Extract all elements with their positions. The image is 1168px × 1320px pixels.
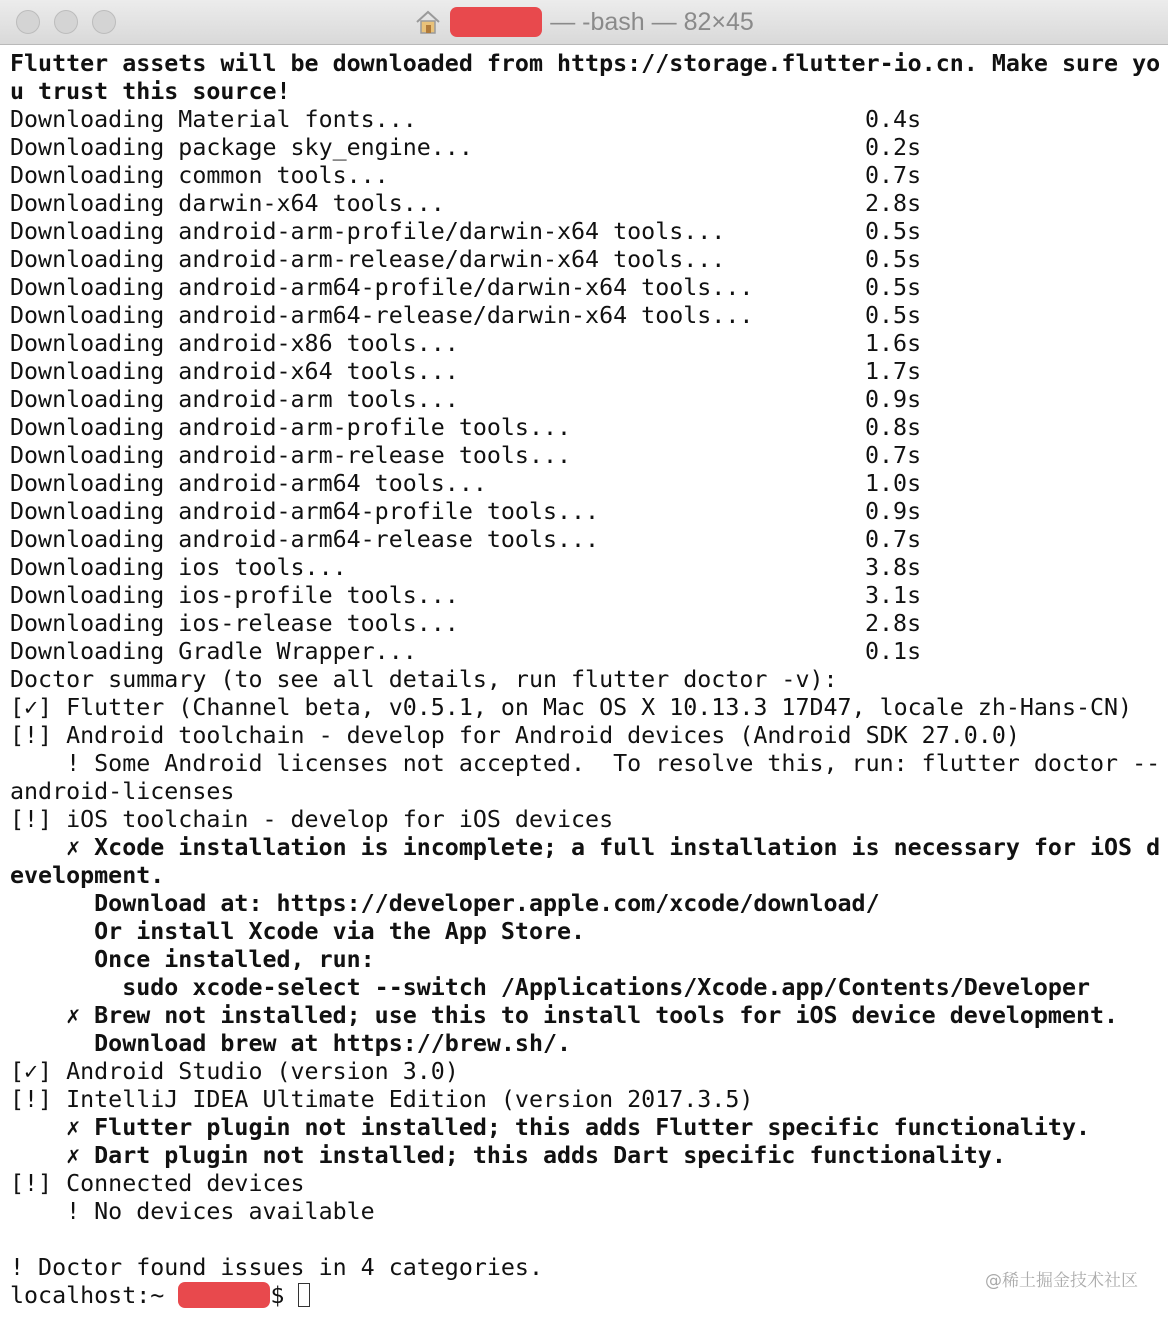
doctor-line: [!] IntelliJ IDEA Ultimate Edition (version 2017.3.5): [10, 1086, 754, 1113]
download-time: 0.5s: [865, 246, 922, 273]
download-row: [10, 358, 1160, 386]
download-task: Downloading package sky_engine...: [10, 134, 473, 161]
download-time: 3.1s: [865, 582, 922, 609]
download-task: Downloading Material fonts...: [10, 106, 417, 133]
download-task: Downloading android-arm64-release tools...: [10, 526, 600, 553]
download-row: [10, 330, 1160, 358]
doctor-line: Or install Xcode via the App Store.: [10, 918, 586, 945]
download-time: 1.6s: [865, 330, 922, 357]
download-row: [10, 414, 1160, 442]
doctor-line: android-licenses: [10, 778, 235, 805]
download-time: 0.1s: [865, 638, 922, 665]
download-time: 2.8s: [865, 190, 922, 217]
window-title-text: — -bash — 82×45: [550, 7, 754, 36]
download-time: 1.0s: [865, 470, 922, 497]
download-task: Downloading Gradle Wrapper...: [10, 638, 417, 665]
download-row: [10, 134, 1160, 162]
download-row: [10, 218, 1160, 246]
download-row: [10, 610, 1160, 638]
doctor-line: evelopment.: [10, 862, 165, 889]
download-row: [10, 302, 1160, 330]
download-task: Downloading android-arm tools...: [10, 386, 459, 413]
download-task: Downloading android-x64 tools...: [10, 358, 459, 385]
download-task: Downloading android-arm64-release/darwin-x64 tools...: [10, 302, 754, 329]
download-task: Downloading android-arm64 tools...: [10, 470, 487, 497]
doctor-line: ✗ Flutter plugin not installed; this adds Flutter specific functionality.: [10, 1114, 1090, 1141]
download-row: [10, 638, 1160, 666]
doctor-line: ✗ Brew not installed; use this to install tools for iOS device development.: [10, 1002, 1119, 1029]
download-time: 0.5s: [865, 302, 922, 329]
download-time: 1.7s: [865, 358, 922, 385]
download-row: [10, 274, 1160, 302]
download-time: 0.7s: [865, 526, 922, 553]
download-row: [10, 106, 1160, 134]
download-task: Downloading android-arm-release tools...: [10, 442, 572, 469]
doctor-line: [!] iOS toolchain - develop for iOS devices: [10, 806, 614, 833]
download-task: Downloading android-arm-profile/darwin-x64 tools...: [10, 218, 726, 245]
redacted-username: [450, 7, 542, 37]
download-row: [10, 554, 1160, 582]
doctor-line: [✓] Android Studio (version 3.0): [10, 1058, 459, 1085]
download-time: 0.9s: [865, 386, 922, 413]
download-task: Downloading android-arm64-profile tools...: [10, 498, 600, 525]
download-time: 0.2s: [865, 134, 922, 161]
doctor-line: ! Doctor found issues in 4 categories.: [10, 1254, 543, 1281]
text-cursor: [298, 1283, 310, 1307]
doctor-line: Once installed, run:: [10, 946, 375, 973]
terminal-output[interactable]: [10, 50, 1160, 1310]
download-time: 0.5s: [865, 274, 922, 301]
download-row: [10, 162, 1160, 190]
download-time: 0.5s: [865, 218, 922, 245]
prompt-host: localhost:~: [10, 1282, 179, 1309]
download-task: Downloading common tools...: [10, 162, 389, 189]
download-row: [10, 190, 1160, 218]
download-task: Downloading ios tools...: [10, 554, 347, 581]
doctor-line: Doctor summary (to see all details, run flutter doctor -v):: [10, 666, 838, 693]
title-bar: [0, 0, 1168, 45]
prompt-symbol: $: [270, 1282, 299, 1309]
download-task: Downloading android-x86 tools...: [10, 330, 459, 357]
doctor-line: [10, 1226, 1160, 1254]
output-line: Flutter assets will be downloaded from https://storage.flutter-io.cn. Make sure yo: [10, 50, 1161, 77]
download-time: 0.7s: [865, 162, 922, 189]
download-task: Downloading ios-profile tools...: [10, 582, 459, 609]
download-time: 2.8s: [865, 610, 922, 637]
download-time: 0.4s: [865, 106, 922, 133]
download-row: [10, 246, 1160, 274]
output-line: u trust this source!: [10, 78, 291, 105]
doctor-line: [!] Connected devices: [10, 1170, 305, 1197]
watermark: @稀土掘金技术社区: [985, 1271, 1138, 1291]
doctor-line: Download brew at https://brew.sh/.: [10, 1030, 572, 1057]
window-title: [0, 0, 1168, 44]
doctor-line: ✗ Dart plugin not installed; this adds Dart specific functionality.: [10, 1142, 1006, 1169]
download-row: [10, 582, 1160, 610]
doctor-line: sudo xcode-select --switch /Applications/Xcode.app/Contents/Developer: [10, 974, 1090, 1001]
download-row: [10, 526, 1160, 554]
redacted-username: [178, 1282, 270, 1308]
download-time: 0.7s: [865, 442, 922, 469]
doctor-line: ! No devices available: [10, 1198, 375, 1225]
download-time: 3.8s: [865, 554, 922, 581]
download-row: [10, 386, 1160, 414]
doctor-line: [✓] Flutter (Channel beta, v0.5.1, on Mac OS X 10.13.3 17D47, locale zh-Hans-CN): [10, 694, 1133, 721]
download-task: Downloading android-arm-profile tools...: [10, 414, 572, 441]
download-task: Downloading android-arm-release/darwin-x64 tools...: [10, 246, 726, 273]
doctor-line: ! Some Android licenses not accepted. To resolve this, run: flutter doctor --: [10, 750, 1161, 777]
doctor-line: ✗ Xcode installation is incomplete; a full installation is necessary for iOS d: [10, 834, 1161, 861]
doctor-line: Download at: https://developer.apple.com/xcode/download/: [10, 890, 880, 917]
download-row: [10, 498, 1160, 526]
doctor-line: [!] Android toolchain - develop for Android devices (Android SDK 27.0.0): [10, 722, 1020, 749]
download-task: Downloading darwin-x64 tools...: [10, 190, 445, 217]
download-time: 0.8s: [865, 414, 922, 441]
download-row: [10, 442, 1160, 470]
download-task: Downloading ios-release tools...: [10, 610, 459, 637]
download-time: 0.9s: [865, 498, 922, 525]
home-icon: [414, 9, 442, 35]
download-task: Downloading android-arm64-profile/darwin-x64 tools...: [10, 274, 754, 301]
download-row: [10, 470, 1160, 498]
